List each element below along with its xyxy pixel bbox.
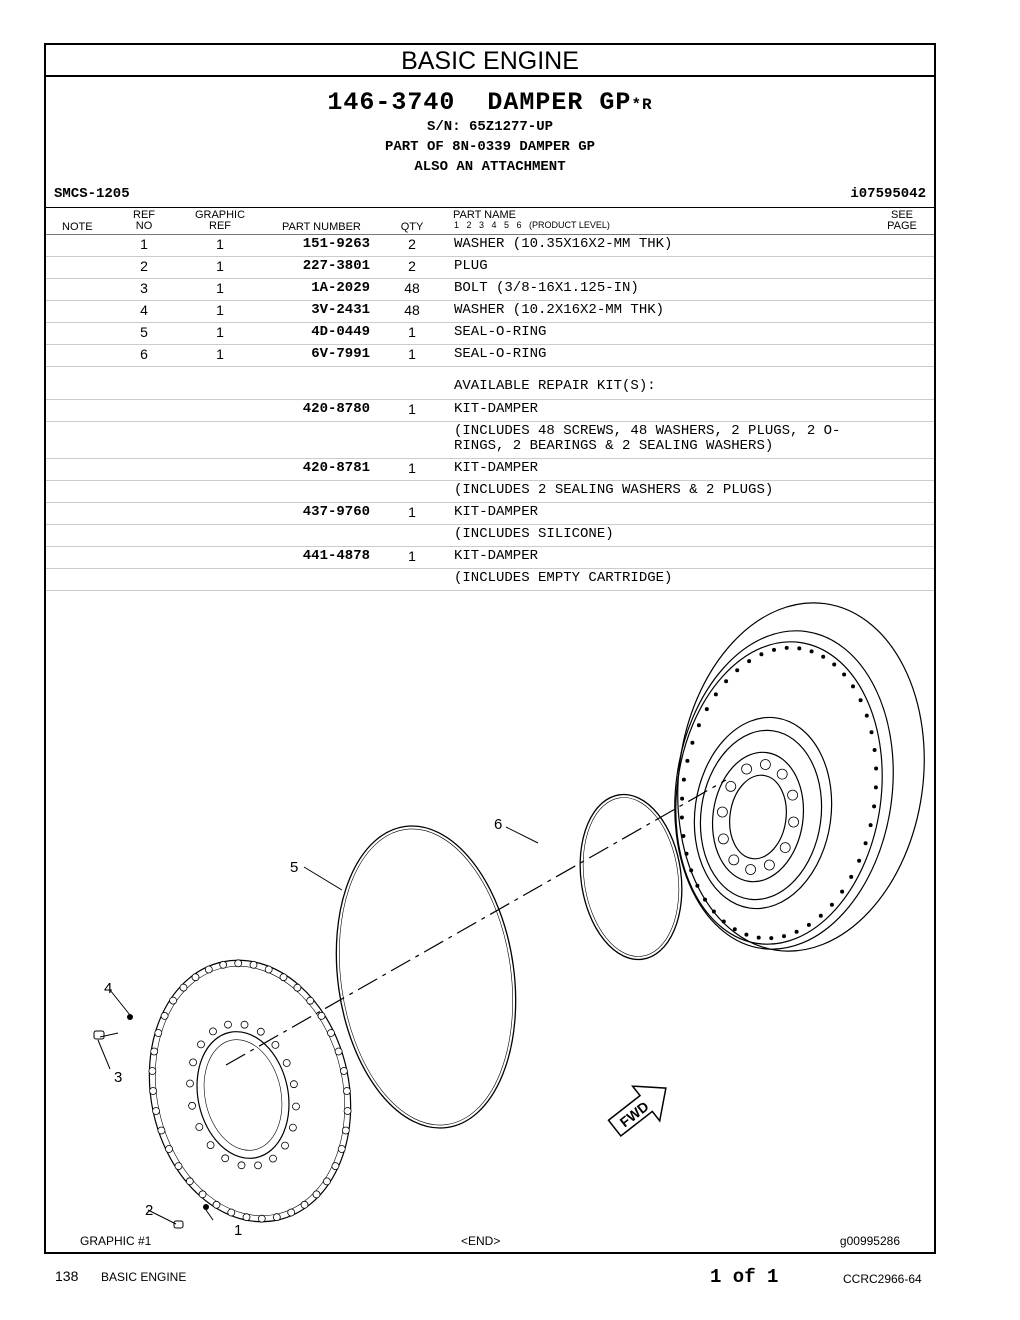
graphic-ref-cell: 1 (216, 258, 224, 274)
col-note: NOTE (62, 221, 93, 233)
bolt-hole (682, 834, 685, 837)
bolt-hole (798, 647, 801, 650)
exploded-damper-drawing (46, 585, 934, 1239)
bolt-hole (192, 974, 199, 981)
bolt-hole (189, 1102, 196, 1109)
page-of: 1 of 1 (710, 1266, 779, 1288)
bolt-hole (213, 1201, 220, 1208)
bolt-hole (280, 974, 287, 981)
bolt-hole (220, 961, 227, 968)
bolt-hole (301, 1201, 308, 1208)
qty-cell: 2 (408, 258, 416, 274)
bolt-hole (228, 1209, 235, 1216)
graphic-ref-cell: 1 (216, 302, 224, 318)
graphic-number: g00995286 (839, 1234, 900, 1248)
bolt-hole (313, 1191, 320, 1198)
page-title: BASIC ENGINE (101, 1270, 187, 1284)
ref-cell: 3 (140, 280, 148, 296)
bolt-hole (705, 708, 708, 711)
table-row (46, 367, 934, 400)
callout-4: 4 (104, 980, 113, 997)
col-levels: 1 2 3 4 5 6 (PRODUCT LEVEL) (454, 220, 610, 230)
callout-5: 5 (290, 859, 299, 876)
callout-2: 2 (145, 1202, 154, 1219)
column-header (46, 207, 934, 235)
damper-bolt-holes (680, 646, 877, 939)
bolt-hole (690, 869, 693, 872)
bolt-hole (272, 1041, 279, 1048)
bolt-hole (685, 852, 688, 855)
table-row (46, 422, 934, 459)
bolt-hole (170, 997, 177, 1004)
bolt-hole (273, 1214, 280, 1221)
graphic-ref-cell: 1 (216, 280, 224, 296)
col-part-name: PART NAME (453, 209, 516, 221)
smcs-code: SMCS-1205 (54, 186, 130, 202)
bolt-hole (760, 653, 763, 656)
doc-code: CCRC2966-64 (843, 1272, 922, 1286)
bolt-hole (222, 1155, 229, 1162)
bolt-hole (865, 714, 868, 717)
bolt-hole (718, 834, 728, 844)
bolt-hole (155, 1030, 162, 1037)
parts-table (46, 235, 934, 591)
bolt-hole (785, 646, 788, 649)
bolt-hole (180, 984, 187, 991)
table-row (46, 459, 934, 481)
qty-cell: 1 (408, 460, 416, 476)
bolt-hole (733, 928, 736, 931)
bolt-hole (343, 1088, 350, 1095)
qty-cell: 48 (404, 302, 420, 318)
page-frame (44, 43, 936, 1254)
part-name-cell: AVAILABLE REPAIR KIT(S): (454, 378, 656, 394)
bolt-hole (874, 786, 877, 789)
table-row (46, 400, 934, 422)
part-heading (46, 88, 934, 117)
ref-cell: 1 (140, 236, 148, 252)
table-row (46, 301, 934, 323)
bolt-hole (153, 1108, 160, 1115)
col-graphic-bottom: REF (209, 220, 231, 232)
bolt-hole (696, 884, 699, 887)
bolt-hole (257, 1028, 264, 1035)
bolt-hole (335, 1048, 342, 1055)
bolt-hole (158, 1127, 165, 1134)
part-name-cell: (INCLUDES EMPTY CARTRIDGE) (454, 570, 673, 586)
table-row (46, 323, 934, 345)
part-name-cell: BOLT (3/8-16X1.125-IN) (454, 280, 639, 296)
part-name-cell: WASHER (10.2X16X2-MM THK) (454, 302, 665, 318)
bolt-hole (282, 1142, 289, 1149)
bolt-hole (746, 865, 756, 875)
bolt-hole (150, 1088, 157, 1095)
callout-6: 6 (494, 816, 503, 833)
table-row (46, 503, 934, 525)
bolt-hole (283, 1060, 290, 1067)
bolt-hole (742, 764, 752, 774)
bolt-hole (726, 781, 736, 791)
bolt-hole (198, 1041, 205, 1048)
part-number-cell: 437-9760 (302, 504, 370, 520)
part-name-cell: (INCLUDES SILICONE) (454, 526, 614, 542)
bolt-hole (196, 1124, 203, 1131)
ident-number: i07595042 (850, 186, 926, 202)
callout-numbers (104, 816, 502, 1239)
ref-cell: 2 (140, 258, 148, 274)
part-name: DAMPER GP (487, 88, 632, 117)
bolt-hole (757, 936, 760, 939)
bolt-hole (772, 648, 775, 651)
cover-plate (126, 941, 375, 1240)
bolt-hole (205, 966, 212, 973)
end-marker: <END> (461, 1234, 501, 1248)
part-number-cell: 1A-2029 (311, 280, 370, 296)
qty-cell: 48 (404, 280, 420, 296)
bolt-hole (318, 1012, 325, 1019)
bolt-hole (782, 935, 785, 938)
qty-cell: 1 (408, 548, 416, 564)
ref-cell: 4 (140, 302, 148, 318)
bolt-hole (869, 824, 872, 827)
bolt-hole (764, 860, 774, 870)
qty-cell: 1 (408, 504, 416, 520)
bolt-hole (822, 655, 825, 658)
bolt-hole (151, 1048, 158, 1055)
callout-3: 3 (114, 1069, 123, 1086)
part-name-cell: SEAL-O-RING (454, 324, 547, 340)
bolt-hole (255, 1162, 262, 1169)
qty-cell: 1 (408, 346, 416, 362)
bolt-hole (344, 1108, 351, 1115)
part-number-cell: 420-8781 (302, 460, 370, 476)
part-name-cell: WASHER (10.35X16X2-MM THK) (454, 236, 673, 252)
table-row (46, 345, 934, 367)
bolt-hole (294, 984, 301, 991)
col-ref-top: REF (133, 209, 155, 221)
bolt-hole (725, 680, 728, 683)
graphic-ref-cell: 1 (216, 346, 224, 362)
bolt-hole (243, 1214, 250, 1221)
bolt-hole (714, 693, 717, 696)
bolt-hole (745, 933, 748, 936)
attachment-note: ALSO AN ATTACHMENT (414, 159, 566, 175)
bolt-hole (681, 797, 684, 800)
bolt-hole (760, 760, 770, 770)
bolt-hole (873, 805, 876, 808)
bolt-hole (833, 663, 836, 666)
bolt-hole (712, 910, 715, 913)
ref-cell: 6 (140, 346, 148, 362)
section-title: BASIC ENGINE (46, 45, 934, 77)
bolt-hole (859, 699, 862, 702)
bolt-hole (332, 1163, 339, 1170)
fwd-label: FWD (616, 1098, 652, 1131)
bolt-hole (819, 914, 822, 917)
qty-cell: 1 (408, 401, 416, 417)
graphic-label: GRAPHIC #1 (80, 1234, 152, 1248)
part-number-cell: 3V-2431 (311, 302, 370, 318)
bolt-hole (342, 1127, 349, 1134)
bolt-hole (210, 1028, 217, 1035)
bolt-hole (149, 1068, 156, 1075)
col-graphic-top: GRAPHIC (194, 209, 246, 221)
part-number: 146-3740 (327, 88, 456, 117)
bolt-hole (780, 843, 790, 853)
bolt-hole (873, 748, 876, 751)
bolt-hole (717, 807, 727, 817)
cover-bolts (149, 960, 351, 1222)
qty-cell: 2 (408, 236, 416, 252)
part-number-cell: 420-8780 (302, 401, 370, 417)
bolt-hole (807, 923, 810, 926)
bolt-hole (770, 937, 773, 940)
graphic-ref-cell: 1 (216, 236, 224, 252)
bolt-hole (323, 1178, 330, 1185)
part-name-cell: (INCLUDES 2 SEALING WASHERS & 2 PLUGS) (454, 482, 774, 498)
part-name-cell: SEAL-O-RING (454, 346, 547, 362)
bolt-hole (841, 890, 844, 893)
graphic-ref-cell: 1 (216, 324, 224, 340)
bolt-hole (293, 1103, 300, 1110)
bolt-hole (289, 1124, 296, 1131)
bolt-hole (199, 1191, 206, 1198)
bolt-hole (830, 903, 833, 906)
part-number-cell: 441-4878 (302, 548, 370, 564)
serial-number: S/N: 65Z1277-UP (426, 119, 554, 135)
bolt-hole (288, 1209, 295, 1216)
bolt-hole (850, 875, 853, 878)
bolt-hole (748, 660, 751, 663)
bolt-hole (241, 1021, 248, 1028)
col-part-number: PART NUMBER (282, 221, 361, 233)
bolt-hole (225, 1021, 232, 1028)
bolt-hole (340, 1068, 347, 1075)
bolt-hole (258, 1215, 265, 1222)
table-row (46, 235, 934, 257)
bolt-hole (187, 1080, 194, 1087)
bolt-hole (795, 930, 798, 933)
seal-o-ring-6 (570, 788, 692, 966)
col-see-top: SEE (890, 209, 913, 221)
part-number-cell: 151-9263 (302, 236, 370, 252)
bolt-hole (789, 817, 799, 827)
part-name-cell: PLUG (454, 258, 488, 274)
bolt-hole (691, 741, 694, 744)
table-row (46, 547, 934, 569)
bolt-hole (788, 790, 798, 800)
part-number-cell: 4D-0449 (311, 324, 370, 340)
bolt-hole (270, 1155, 277, 1162)
part-name-cell: KIT-DAMPER (454, 504, 539, 520)
table-row (46, 257, 934, 279)
bolt-hole (864, 842, 867, 845)
bolt-hole (680, 816, 683, 819)
ref-cell: 5 (140, 324, 148, 340)
bolt-hole (858, 859, 861, 862)
part-of: PART OF 8N-0339 DAMPER GP (384, 139, 596, 155)
page-number: 138 (55, 1268, 79, 1284)
part-number-cell: 227-3801 (302, 258, 370, 274)
part-name-cell: KIT-DAMPER (454, 460, 539, 476)
bolt-hole (290, 1081, 297, 1088)
bolt-hole (843, 673, 846, 676)
bolt-hole (238, 1162, 245, 1169)
col-qty: QTY (400, 221, 424, 233)
bolt-hole (166, 1146, 173, 1153)
bolt-hole (777, 769, 787, 779)
bolt-hole (190, 1059, 197, 1066)
part-number-cell: 6V-7991 (311, 346, 370, 362)
bolt-hole (729, 855, 739, 865)
bolt-hole (697, 724, 700, 727)
axis-line (226, 780, 726, 1065)
bolt-hole (851, 685, 854, 688)
bolt-hole (870, 731, 873, 734)
bolt-hole (736, 669, 739, 672)
bolt-hole (682, 778, 685, 781)
bolt-hole (307, 997, 314, 1004)
table-row (46, 481, 934, 503)
bolt-hole (703, 898, 706, 901)
col-ref-bottom: NO (135, 220, 153, 232)
bolt-hole (265, 966, 272, 973)
part-name-cell: KIT-DAMPER (454, 401, 539, 417)
bolt-hole (186, 1178, 193, 1185)
col-see-bottom: PAGE (887, 220, 917, 232)
bolt-hole (875, 767, 878, 770)
fwd-arrow (601, 1071, 679, 1146)
bolt-hole (328, 1030, 335, 1037)
part-suffix: *R (631, 96, 653, 114)
damper-housing (655, 587, 946, 968)
bolt-hole (250, 961, 257, 968)
callout-1: 1 (234, 1222, 243, 1239)
bolt-hole (338, 1146, 345, 1153)
bolt-hole (235, 960, 242, 967)
part-name-cell: (INCLUDES 48 SCREWS, 48 WASHERS, 2 PLUGS, 2 O- RINGS, 2 BEARINGS & 2 SEALING WASHERS) (454, 423, 841, 454)
bolt-hole (207, 1142, 214, 1149)
bolt-hole (722, 920, 725, 923)
bolt-hole (686, 759, 689, 762)
bolt-hole (810, 650, 813, 653)
part-name-cell: KIT-DAMPER (454, 548, 539, 564)
qty-cell: 1 (408, 324, 416, 340)
bolt-hole (161, 1012, 168, 1019)
table-row (46, 525, 934, 547)
bolt-hole (175, 1163, 182, 1170)
table-row (46, 279, 934, 301)
